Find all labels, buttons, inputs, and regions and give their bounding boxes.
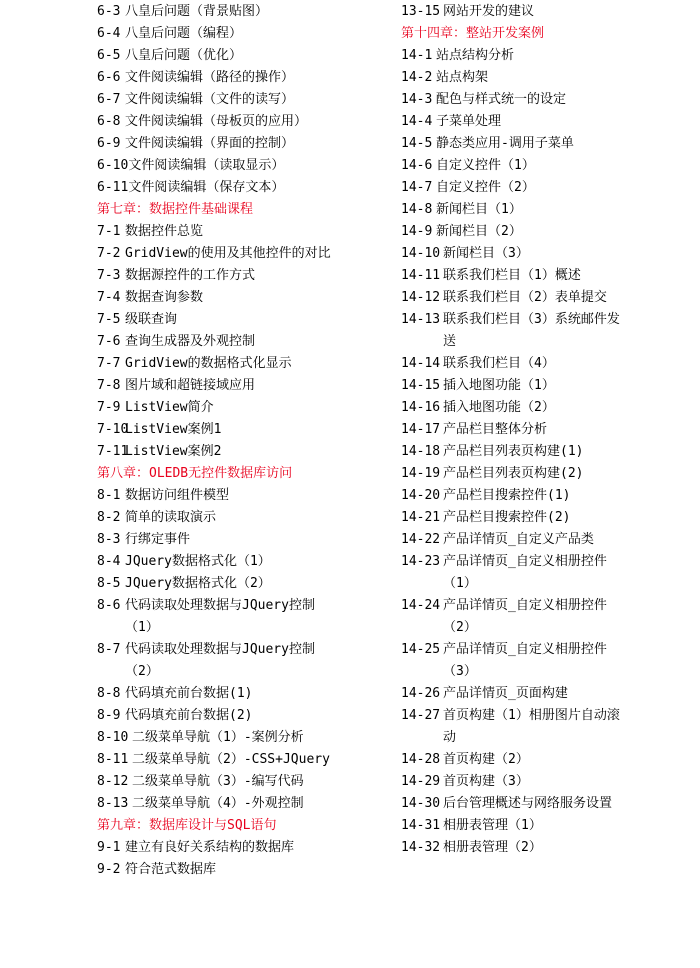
lesson-number: 7-8 bbox=[97, 378, 121, 393]
toc-item bbox=[401, 221, 696, 243]
lesson-title: 产品详情页_自定义产品类 bbox=[443, 532, 594, 547]
lesson-number: 6-4 bbox=[97, 26, 121, 41]
toc-item bbox=[97, 155, 392, 177]
lesson-title: 文件阅读编辑（文件的读写） bbox=[125, 92, 295, 107]
lesson-number: 8-1 bbox=[97, 488, 121, 503]
lesson-number: 7-6 bbox=[97, 334, 121, 349]
lesson-number: 14-32 bbox=[401, 840, 441, 855]
lesson-title: ListView简介 bbox=[125, 400, 214, 415]
toc-item bbox=[401, 683, 696, 705]
lesson-title: 首页构建（1）相册图片自动滚动 bbox=[443, 708, 620, 745]
chapter-heading: 第八章：OLEDB无控件数据库访问 bbox=[97, 466, 293, 481]
toc-item bbox=[97, 551, 392, 573]
toc-item bbox=[401, 67, 696, 89]
lesson-title: ListView案例1 bbox=[125, 422, 222, 437]
chapter-heading: 第九章：数据库设计与SQL语句 bbox=[97, 818, 277, 833]
lesson-title: 文件阅读编辑（界面的控制） bbox=[125, 136, 295, 151]
toc-item bbox=[401, 529, 696, 551]
lesson-title: 行绑定事件 bbox=[125, 532, 191, 547]
lesson-title: 图片域和超链接域应用 bbox=[125, 378, 256, 393]
toc-item bbox=[401, 89, 696, 111]
toc-item bbox=[97, 771, 392, 793]
toc-item bbox=[401, 793, 696, 815]
toc-item bbox=[97, 67, 392, 89]
toc-item bbox=[97, 133, 392, 155]
lesson-title: 简单的读取演示 bbox=[125, 510, 217, 525]
chapter-heading: 第七章：数据控件基础课程 bbox=[97, 202, 254, 217]
lesson-number: 8-10 bbox=[97, 730, 129, 745]
toc-item bbox=[97, 243, 392, 265]
toc-item bbox=[401, 815, 696, 837]
lesson-number: 6-5 bbox=[97, 48, 121, 63]
toc-item bbox=[401, 397, 696, 419]
toc-item bbox=[401, 45, 696, 67]
lesson-title: 建立有良好关系结构的数据库 bbox=[125, 840, 295, 855]
toc-item bbox=[401, 243, 696, 265]
toc-item bbox=[97, 485, 392, 507]
toc-item bbox=[97, 683, 392, 705]
toc-item bbox=[97, 221, 392, 243]
lesson-number: 7-5 bbox=[97, 312, 121, 327]
toc-item bbox=[401, 177, 696, 199]
toc-item bbox=[401, 265, 696, 287]
lesson-title: 级联查询 bbox=[125, 312, 178, 327]
lesson-title: 新闻栏目（3） bbox=[443, 246, 529, 261]
toc-item bbox=[401, 639, 696, 683]
toc-item bbox=[97, 45, 392, 67]
lesson-title: 八皇后问题（背景贴图） bbox=[125, 4, 269, 19]
lesson-title: 数据源控件的工作方式 bbox=[125, 268, 256, 283]
lesson-title: 产品栏目列表页构建(2) bbox=[443, 466, 584, 481]
lesson-number: 14-9 bbox=[401, 224, 433, 239]
lesson-title: 代码读取处理数据与JQuery控制（2） bbox=[125, 642, 315, 679]
lesson-number: 14-11 bbox=[401, 268, 441, 283]
lesson-number: 6-9 bbox=[97, 136, 121, 151]
toc-item bbox=[97, 793, 392, 815]
lesson-title: 文件阅读编辑（母板页的应用） bbox=[125, 114, 308, 129]
toc-item bbox=[401, 309, 696, 353]
lesson-title: 符合范式数据库 bbox=[125, 862, 217, 877]
toc-item bbox=[97, 529, 392, 551]
lesson-title: 文件阅读编辑（保存文本） bbox=[128, 180, 285, 195]
lesson-number: 14-28 bbox=[401, 752, 441, 767]
lesson-title: 产品详情页_自定义相册控件（3） bbox=[443, 642, 607, 679]
lesson-number: 14-21 bbox=[401, 510, 441, 525]
lesson-number: 13-15 bbox=[401, 4, 441, 19]
lesson-number: 6-10 bbox=[97, 158, 129, 173]
lesson-title: 文件阅读编辑（路径的操作） bbox=[125, 70, 295, 85]
lesson-title: 代码填充前台数据(1) bbox=[125, 686, 253, 701]
toc-item bbox=[97, 859, 392, 881]
lesson-number: 14-1 bbox=[401, 48, 433, 63]
lesson-title: 八皇后问题（优化） bbox=[125, 48, 243, 63]
lesson-number: 14-13 bbox=[401, 312, 441, 327]
lesson-number: 14-14 bbox=[401, 356, 441, 371]
lesson-title: 后台管理概述与网络服务设置 bbox=[443, 796, 613, 811]
lesson-title: 站点结构分析 bbox=[436, 48, 515, 63]
toc-item bbox=[97, 177, 392, 199]
lesson-number: 14-6 bbox=[401, 158, 433, 173]
toc-item bbox=[401, 705, 696, 749]
toc-item bbox=[401, 1, 696, 23]
lesson-number: 14-12 bbox=[401, 290, 441, 305]
toc-item bbox=[97, 441, 392, 463]
toc-item bbox=[401, 749, 696, 771]
toc-item bbox=[97, 749, 392, 771]
lesson-title: GridView的使用及其他控件的对比 bbox=[125, 246, 331, 261]
lesson-title: 联系我们栏目（3）系统邮件发送 bbox=[443, 312, 620, 349]
lesson-title: 产品详情页_自定义相册控件（1） bbox=[443, 554, 607, 591]
lesson-number: 8-12 bbox=[97, 774, 129, 789]
toc-item bbox=[401, 485, 696, 507]
lesson-number: 9-2 bbox=[97, 862, 121, 877]
lesson-title: 相册表管理（2） bbox=[443, 840, 542, 855]
toc-item bbox=[97, 397, 392, 419]
lesson-number: 14-29 bbox=[401, 774, 441, 789]
toc-item bbox=[97, 287, 392, 309]
lesson-title: GridView的数据格式化显示 bbox=[125, 356, 292, 371]
lesson-number: 14-18 bbox=[401, 444, 441, 459]
lesson-title: 新闻栏目（2） bbox=[436, 224, 522, 239]
toc-item bbox=[97, 837, 392, 859]
toc-item bbox=[401, 155, 696, 177]
lesson-title: 网站开发的建议 bbox=[443, 4, 535, 19]
lesson-number: 8-5 bbox=[97, 576, 121, 591]
lesson-number: 14-27 bbox=[401, 708, 441, 723]
lesson-title: 产品详情页_页面构建 bbox=[443, 686, 568, 701]
lesson-number: 9-1 bbox=[97, 840, 121, 855]
toc-item bbox=[401, 507, 696, 529]
lesson-title: 站点构架 bbox=[436, 70, 489, 85]
lesson-title: 产品栏目搜索控件(1) bbox=[443, 488, 571, 503]
lesson-title: 产品栏目列表页构建(1) bbox=[443, 444, 584, 459]
right-column bbox=[401, 1, 696, 859]
lesson-title: 数据查询参数 bbox=[125, 290, 204, 305]
lesson-title: 文件阅读编辑（读取显示） bbox=[128, 158, 285, 173]
lesson-number: 7-10 bbox=[97, 422, 129, 437]
lesson-title: 配色与样式统一的设定 bbox=[436, 92, 567, 107]
lesson-number: 14-30 bbox=[401, 796, 441, 811]
lesson-number: 14-10 bbox=[401, 246, 441, 261]
toc-item bbox=[401, 111, 696, 133]
toc-item bbox=[97, 419, 392, 441]
lesson-title: 查询生成器及外观控制 bbox=[125, 334, 256, 349]
lesson-number: 6-6 bbox=[97, 70, 121, 85]
toc-item bbox=[97, 111, 392, 133]
lesson-title: 二级菜单导航（2）-CSS+JQuery bbox=[132, 752, 330, 767]
lesson-number: 14-19 bbox=[401, 466, 441, 481]
lesson-number: 8-6 bbox=[97, 598, 121, 613]
lesson-number: 8-4 bbox=[97, 554, 121, 569]
toc-item bbox=[401, 551, 696, 595]
lesson-title: 产品详情页_自定义相册控件（2） bbox=[443, 598, 607, 635]
lesson-title: 首页构建（2） bbox=[443, 752, 529, 767]
lesson-number: 7-1 bbox=[97, 224, 121, 239]
toc-item bbox=[97, 309, 392, 331]
lesson-number: 14-25 bbox=[401, 642, 441, 657]
toc-item bbox=[401, 375, 696, 397]
lesson-number: 14-23 bbox=[401, 554, 441, 569]
toc-item bbox=[97, 595, 392, 639]
lesson-title: JQuery数据格式化（1） bbox=[125, 554, 271, 569]
toc-item bbox=[401, 837, 696, 859]
lesson-number: 14-3 bbox=[401, 92, 433, 107]
lesson-number: 6-11 bbox=[97, 180, 129, 195]
lesson-number: 8-13 bbox=[97, 796, 129, 811]
lesson-number: 14-4 bbox=[401, 114, 433, 129]
toc-item bbox=[97, 573, 392, 595]
lesson-title: ListView案例2 bbox=[125, 444, 222, 459]
chapter-heading: 第十四章：整站开发案例 bbox=[401, 26, 545, 41]
toc-item bbox=[401, 353, 696, 375]
lesson-number: 14-20 bbox=[401, 488, 441, 503]
lesson-number: 14-5 bbox=[401, 136, 433, 151]
lesson-number: 8-2 bbox=[97, 510, 121, 525]
toc-item bbox=[401, 771, 696, 793]
lesson-number: 6-3 bbox=[97, 4, 121, 19]
toc-item bbox=[401, 595, 696, 639]
lesson-title: 联系我们栏目（4） bbox=[443, 356, 555, 371]
lesson-number: 7-11 bbox=[97, 444, 129, 459]
lesson-number: 14-2 bbox=[401, 70, 433, 85]
lesson-number: 14-15 bbox=[401, 378, 441, 393]
toc-item bbox=[97, 705, 392, 727]
toc-item bbox=[401, 463, 696, 485]
toc-item bbox=[97, 23, 392, 45]
lesson-title: 子菜单处理 bbox=[436, 114, 502, 129]
lesson-number: 8-7 bbox=[97, 642, 121, 657]
lesson-title: 二级菜单导航（1）-案例分析 bbox=[132, 730, 304, 745]
lesson-number: 14-24 bbox=[401, 598, 441, 613]
lesson-number: 6-8 bbox=[97, 114, 121, 129]
lesson-number: 14-22 bbox=[401, 532, 441, 547]
toc-item bbox=[97, 375, 392, 397]
lesson-title: 自定义控件（1） bbox=[436, 158, 535, 173]
left-column bbox=[97, 1, 392, 881]
toc-item bbox=[97, 639, 392, 683]
lesson-number: 14-8 bbox=[401, 202, 433, 217]
lesson-title: 首页构建（3） bbox=[443, 774, 529, 789]
lesson-title: 相册表管理（1） bbox=[443, 818, 542, 833]
lesson-number: 7-2 bbox=[97, 246, 121, 261]
toc-item bbox=[401, 419, 696, 441]
toc-item bbox=[97, 507, 392, 529]
lesson-number: 7-9 bbox=[97, 400, 121, 415]
lesson-title: 静态类应用-调用子菜单 bbox=[436, 136, 574, 151]
lesson-number: 8-9 bbox=[97, 708, 121, 723]
lesson-number: 7-4 bbox=[97, 290, 121, 305]
lesson-title: 新闻栏目（1） bbox=[436, 202, 522, 217]
lesson-number: 7-3 bbox=[97, 268, 121, 283]
lesson-title: 八皇后问题（编程） bbox=[125, 26, 243, 41]
lesson-title: 数据访问组件模型 bbox=[125, 488, 230, 503]
lesson-number: 7-7 bbox=[97, 356, 121, 371]
lesson-title: 代码读取处理数据与JQuery控制（1） bbox=[125, 598, 315, 635]
lesson-title: 插入地图功能（2） bbox=[443, 400, 555, 415]
lesson-title: 产品栏目整体分析 bbox=[443, 422, 548, 437]
lesson-number: 14-16 bbox=[401, 400, 441, 415]
toc-item bbox=[97, 89, 392, 111]
toc-item bbox=[401, 287, 696, 309]
lesson-number: 8-8 bbox=[97, 686, 121, 701]
toc-item bbox=[97, 353, 392, 375]
toc-item bbox=[97, 727, 392, 749]
lesson-title: 二级菜单导航（3）-编写代码 bbox=[132, 774, 304, 789]
toc-item bbox=[401, 133, 696, 155]
toc-item bbox=[97, 331, 392, 353]
lesson-number: 8-3 bbox=[97, 532, 121, 547]
toc-item bbox=[97, 265, 392, 287]
lesson-number: 8-11 bbox=[97, 752, 129, 767]
lesson-title: 插入地图功能（1） bbox=[443, 378, 555, 393]
lesson-title: 自定义控件（2） bbox=[436, 180, 535, 195]
lesson-title: 代码填充前台数据(2) bbox=[125, 708, 253, 723]
lesson-number: 14-31 bbox=[401, 818, 441, 833]
lesson-number: 14-7 bbox=[401, 180, 433, 195]
toc-item bbox=[401, 199, 696, 221]
lesson-title: 二级菜单导航（4）-外观控制 bbox=[132, 796, 304, 811]
toc-item bbox=[401, 441, 696, 463]
lesson-title: 数据控件总览 bbox=[125, 224, 204, 239]
lesson-number: 14-17 bbox=[401, 422, 441, 437]
lesson-title: 联系我们栏目（1）概述 bbox=[443, 268, 581, 283]
lesson-number: 6-7 bbox=[97, 92, 121, 107]
lesson-number: 14-26 bbox=[401, 686, 441, 701]
toc-item bbox=[97, 1, 392, 23]
lesson-title: 产品栏目搜索控件(2) bbox=[443, 510, 571, 525]
lesson-title: 联系我们栏目（2）表单提交 bbox=[443, 290, 607, 305]
lesson-title: JQuery数据格式化（2） bbox=[125, 576, 271, 591]
